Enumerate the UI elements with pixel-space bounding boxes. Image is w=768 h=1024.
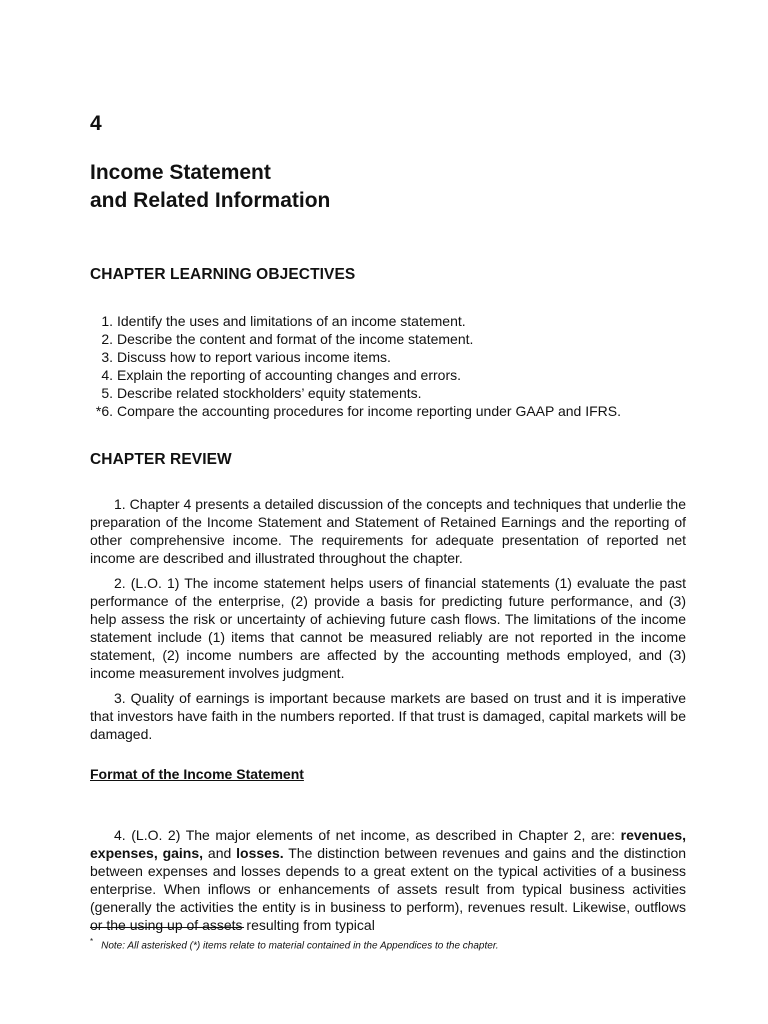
objective-number: 5.: [101, 385, 113, 401]
chapter-title-line2: and Related Information: [90, 189, 331, 212]
footnote-text: Note: All asterisked (*) items relate to material contained in the Appendices to the chapter.: [101, 940, 499, 952]
list-item: [90, 348, 621, 366]
paragraph-text: 3. Quality of earnings is important because markets are based on trust and it is imperative that investors have faith in the numbers reported. If that trust is damaged, capital markets will be damaged.: [90, 690, 686, 742]
footnote-mark: *: [90, 937, 94, 946]
footnote-divider: [90, 927, 244, 928]
paragraph-joiner: and: [203, 845, 237, 861]
objective-number: *6.: [95, 403, 113, 419]
bold-term-losses: losses.: [236, 845, 284, 861]
objective-number: 4.: [101, 367, 113, 383]
list-item: [90, 312, 621, 330]
review-paragraph-2: [90, 574, 686, 682]
objectives-list: [90, 312, 621, 420]
objective-text: Describe the content and format of the income statement.: [117, 331, 474, 347]
review-paragraph-3: [90, 689, 686, 743]
list-item: [90, 366, 621, 384]
list-item: [90, 330, 621, 348]
format-section-heading: Format of the Income Statement: [90, 766, 304, 782]
review-paragraph-1: [90, 495, 686, 567]
paragraph-text: 1. Chapter 4 presents a detailed discussion of the concepts and techniques that underlie the preparation of the Income Statement and Statement of Retained Earnings and the reporting of other comprehensive income. The requirements for adequate presentation of reported net income are described and illustrated throughout the chapter.: [90, 496, 686, 566]
list-item: [90, 402, 621, 420]
objective-text: Discuss how to report various income items.: [117, 349, 391, 365]
footnote: [90, 935, 499, 952]
chapter-title: [90, 159, 330, 215]
objectives-heading: CHAPTER LEARNING OBJECTIVES: [90, 266, 356, 283]
format-paragraph-4: [90, 826, 686, 934]
paragraph-text: 2. (L.O. 1) The income statement helps users of financial statements (1) evaluate the past performance of the enterprise, (2) provide a basis for predicting future performance, and (3) help assess the risk or uncertainty of achieving future cash flows. The limitations of the income statement include (1) items that cannot be measured reliably are not reported in the income statement, (2) income numbers are affected by the accounting methods employed, and (3) income measurement involves judgment.: [90, 575, 686, 681]
paragraph-text: The distinction between revenues and gains and the distinction between expenses and losses depends to a great extent on the typical activities of a business enterprise. When inflows or enhancements of assets result from typical business activities (generally the activities the entity is in business to perform), revenues result. Likewise, outflows or the using up of assets resulting from typical: [90, 845, 687, 933]
paragraph-lead: 4. (L.O. 2) The major elements of net income, as described in Chapter 2, are:: [114, 827, 621, 843]
review-heading: CHAPTER REVIEW: [90, 451, 232, 468]
objective-number: 1.: [101, 313, 113, 329]
chapter-number: 4: [90, 112, 102, 135]
objective-text: Identify the uses and limitations of an income statement.: [117, 313, 466, 329]
objective-text: Explain the reporting of accounting changes and errors.: [117, 367, 461, 383]
objective-number: 3.: [101, 349, 113, 365]
objective-text: Describe related stockholders’ equity statements.: [117, 385, 422, 401]
bold-terms: revenues, expenses, gains,: [90, 827, 686, 861]
objective-number: 2.: [101, 331, 113, 347]
list-item: [90, 384, 621, 402]
chapter-title-line1: Income Statement: [90, 161, 271, 184]
objective-text: Compare the accounting procedures for income reporting under GAAP and IFRS.: [117, 403, 622, 419]
